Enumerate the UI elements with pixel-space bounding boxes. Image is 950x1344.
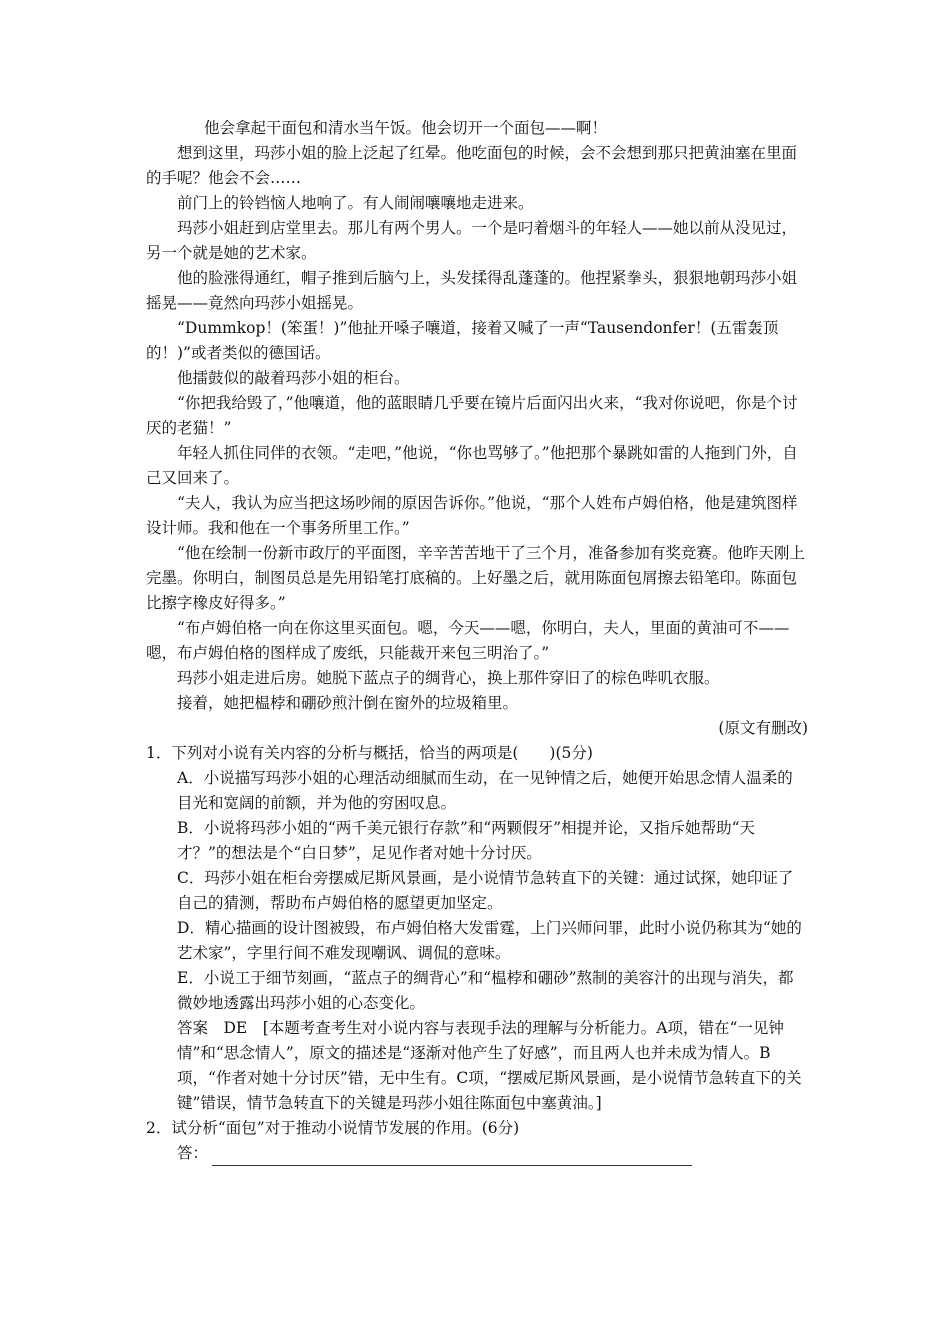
question-2-answer-row bbox=[146, 1141, 808, 1166]
story-paragraph: 接着，她把榅桲和硼砂煎汁倒在窗外的垃圾箱里。 bbox=[177, 694, 519, 712]
story-paragraph: 年轻人抓住同伴的衣领。“走吧，”他说，“你也骂够了。”他把那个暴跳如雷的人拖到门外，自己又回来了。 bbox=[146, 444, 798, 487]
story-paragraph: “Dummkop！(笨蛋！)”他扯开嗓子嚷道，接着又喊了一声“Tausendonfer！(五雷轰顶的！)”或者类似的德国话。 bbox=[146, 319, 779, 362]
story-paragraph: 前门上的铃铛恼人地响了。有人闹闹嚷嚷地走进来。 bbox=[177, 194, 534, 212]
answer-blank-line[interactable] bbox=[212, 1147, 692, 1166]
story-paragraph: 想到这里，玛莎小姐的脸上泛起了红晕。他吃面包的时候，会不会想到那只把黄油塞在里面的手呢？他会不会…… bbox=[146, 144, 798, 187]
document-page bbox=[146, 116, 808, 1166]
story-paragraph: 他会拿起干面包和清水当午饭。他会切开一个面包——啊！ bbox=[204, 119, 608, 137]
answer-label: 答： bbox=[177, 1144, 209, 1162]
question-1-option-e: E．小说工于细节刻画，“蓝点子的绸背心”和“榅桲和硼砂”熬制的美容汁的出现与消失，都微妙地透露出玛莎小姐的心态变化。 bbox=[177, 969, 794, 1012]
question-1-option-a: A．小说描写玛莎小姐的心理活动细腻而生动，在一见钟情之后，她便开始思念情人温柔的目光和宽阔的前额，并为他的穷困叹息。 bbox=[177, 769, 793, 812]
question-2-stem: 2．试分析“面包”对于推动小说情节发展的作用。(6分) bbox=[146, 1119, 520, 1137]
story-paragraph: 他的脸涨得通红，帽子推到后脑勺上，头发揉得乱蓬蓬的。他捏紧拳头，狠狠地朝玛莎小姐摇晃——竟然向玛莎小姐摇晃。 bbox=[146, 269, 798, 312]
story-paragraph: “你把我给毁了，”他嚷道，他的蓝眼睛几乎要在镜片后面闪出火来，“我对你说吧，你是个讨厌的老猫！” bbox=[146, 394, 798, 437]
source-note: (原文有删改) bbox=[718, 719, 808, 737]
question-1-option-c: C．玛莎小姐在柜台旁摆威尼斯风景画，是小说情节急转直下的关键：通过试探，她印证了自己的猜测，帮助布卢姆伯格的愿望更加坚定。 bbox=[177, 869, 794, 912]
question-1-answer: 答案 DE [本题考查考生对小说内容与表现手法的理解与分析能力。A项，错在“一见钟情”和“思念情人”，原文的描述是“逐渐对他产生了好感”，而且两人也并未成为情人。B项，“作者对她十分讨厌”错，无中生有。C项，“摆威尼斯风景画，是小说情节急转直下的关键”错误，情节急转直下的关键是玛莎小姐往陈面包中塞黄油。] bbox=[177, 1019, 802, 1112]
question-1-stem: 1．下列对小说有关内容的分析与概括，恰当的两项是( )(5分) bbox=[146, 744, 593, 762]
story-paragraph: “他在绘制一份新市政厅的平面图，辛辛苦苦地干了三个月，准备参加有奖竞赛。他昨天刚上完墨。你明白，制图员总是先用铅笔打底稿的。上好墨之后，就用陈面包屑擦去铅笔印。陈面包比擦字橡皮好得多。” bbox=[146, 544, 805, 612]
story-paragraph: 玛莎小姐赶到店堂里去。那儿有两个男人。一个是叼着烟斗的年轻人——她以前从没见过，另一个就是她的艺术家。 bbox=[146, 219, 798, 262]
question-1-option-b: B．小说将玛莎小姐的“两千美元银行存款”和“两颗假牙”相提并论，又指斥她帮助“天才？”的想法是个“白日梦”，足见作者对她十分讨厌。 bbox=[177, 819, 756, 862]
story-paragraph: 玛莎小姐走进后房。她脱下蓝点子的绸背心，换上那件穿旧了的棕色哔叽衣服。 bbox=[177, 669, 720, 687]
story-paragraph: “夫人，我认为应当把这场吵闹的原因告诉你。”他说，“那个人姓布卢姆伯格，他是建筑图样设计师。我和他在一个事务所里工作。” bbox=[146, 494, 798, 537]
story-paragraph: 他擂鼓似的敲着玛莎小姐的柜台。 bbox=[177, 369, 410, 387]
story-paragraph: “布卢姆伯格一向在你这里买面包。嗯，今天——嗯，你明白，夫人，里面的黄油可不——嗯，布卢姆伯格的图样成了废纸，只能裁开来包三明治了。” bbox=[146, 619, 790, 662]
question-1-option-d: D．精心描画的设计图被毁，布卢姆伯格大发雷霆，上门兴师问罪，此时小说仍称其为“她的艺术家”，字里行间不难发现嘲讽、调侃的意味。 bbox=[177, 919, 802, 962]
